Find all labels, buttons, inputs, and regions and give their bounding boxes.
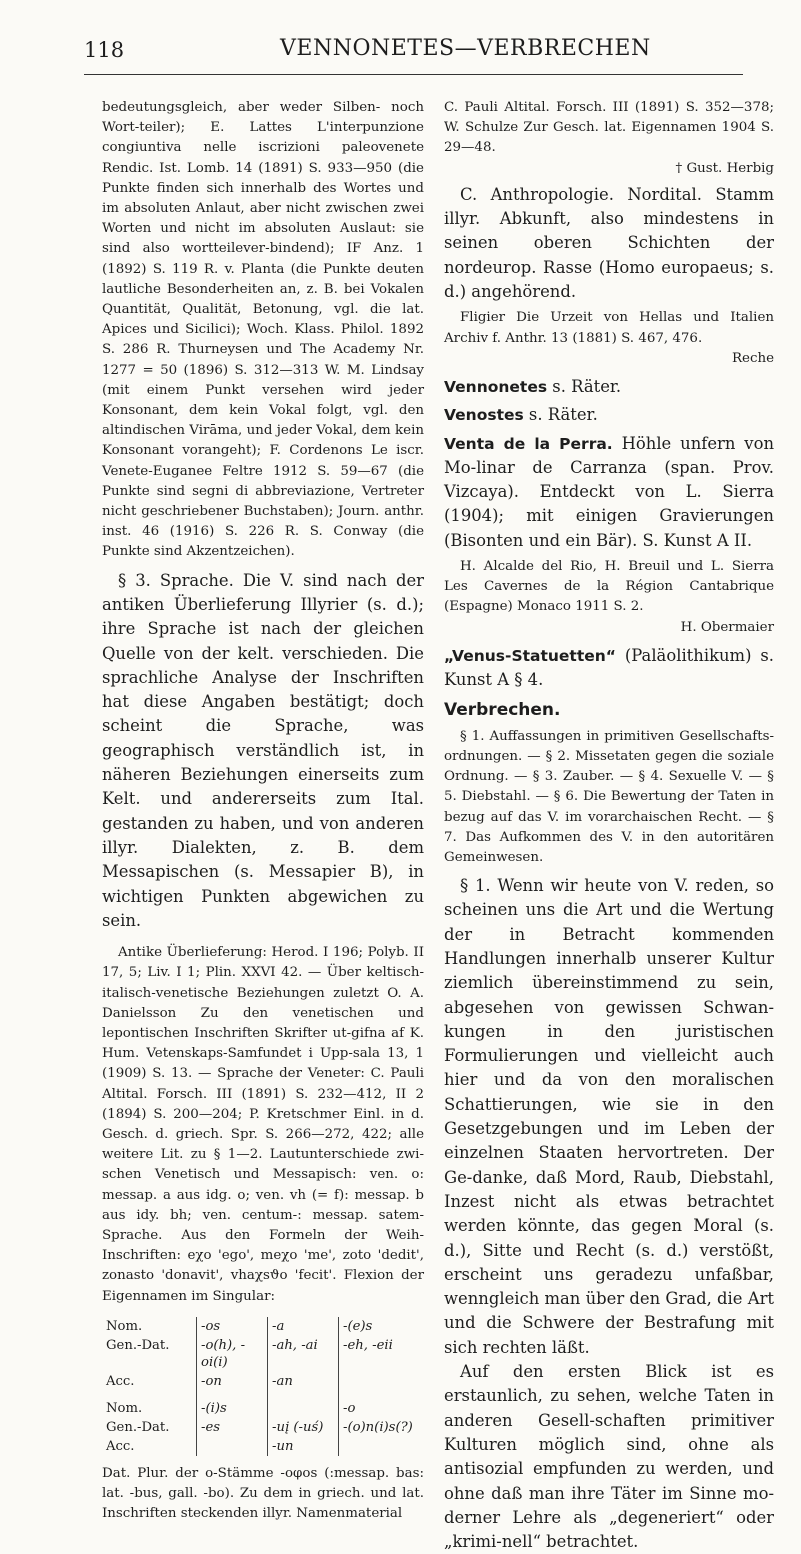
fligier-reference: Fligier Die Urzeit von Hellas und Italien Archiv f. Anthr. 13 (1881) S. 467, 476. [444, 310, 774, 346]
left-column [102, 98, 424, 1524]
dat-plur-paragraph: Dat. Plur. der o-Stämme -oφos (:messap. bas: lat. -bus, gall. -bo). Zu dem in griech. und lat. Inschriften steckenden illyr. Namenmaterial [102, 1465, 424, 1522]
ending-cell [197, 1437, 268, 1456]
right-column [444, 98, 774, 1554]
bibliography-paragraph: bedeutungsgleich, aber weder Silben- noch Wort-teiler); E. Lattes L'interpunzione congiuntiva nelle iscrizioni paleovenete Rendic. Ist. Lomb. 14 (1891) S. 933—950 (die Punkte finden sich innerhalb des Wortes und im absoluten Anlaut, aber nicht zwischen zwei Worten und nicht im absoluten Auslaut: sie sind also wortteilever-bindend); IF Anz. 1 (1892) S. 119 R. v. Planta (die Punkte deuten lautliche Besonderheiten an, z. B. bei Vokalen Quantität, Qualität, Betonung, vgl. die lat. Apices und Sicilici); Woch. Klass. Philol. 1892 S. 286 R. Thurneysen und The Academy Nr. 1277 = 50 (1896) S. 312—313 W. M. Lindsay (mit einem Punkt versehen wird jeder Konsonant, dem kein Vokal folgt, vgl. den altindischen Virāma, und jeder Vokal, dem kein Konsonant vorangeht); F. Cordenons Le iscr. Venete-Euganee Feltre 1912 S. 59—67 (die Punkte sind segni di abbreviazione, Vertreter nicht geschriebener Buchstaben); Journ. anthr. inst. 46 (1916) S. 226 R. S. Conway (die Punkte sind Akzentzeichen). [102, 100, 424, 560]
antike-ueberlieferung: Antike Überlieferung: Herod. I 196; Polyb. II 17, 5; Liv. I 1; Plin. XXVI 42. — Über keltisch-italisch-venetische Beziehungen zuletzt O. A. Danielsson Zu den venetischen und lepontischen Inschriften Skrifter ut-gifna af K. Hum. Vetenskaps-Samfundet i Upp-sala 13, 1 (1909) S. 13. — Sprache der Veneter: C. Pauli Altital. Forsch. III (1891) S. 232—412, II 2 (1894) S. 200—204; P. Kretschmer Einl. in d. Gesch. d. griech. Spr. S. 266—272, 422; alle weitere Lit. zu § 1—2. Lautunterschiede zwi-schen Venetisch und Messapisch: ven. o: messap. a aus idg. o; ven. vh (= f): messap. b aus idy. bh; ven. centum-: messap. satem-Sprache. Aus den Formeln der Weih-Inschriften: eχo 'ego', meχo 'me', zoto 'dedit', zonasto 'donavit', vhaχsϑo 'fecit'. Flexion der Eigennamen im Singular: [102, 945, 424, 1304]
entry-heading: „Venus-Statuetten“ [444, 646, 616, 665]
ending-cell: -eh, -eii [339, 1336, 425, 1372]
entry-venta-de-la-perra: Venta de la Perra. Höhle unfern von Mo-linar de Carranza (span. Prov. Vizcaya). Entdeckt von L. Sierra (1904); mit einigen Gravierungen (Bisonten und ein Bär). S. Kunst A II. [444, 433, 774, 550]
entry-venus-statuetten: „Venus-Statuetten“ (Paläolithikum) s. Kunst A § 4. [444, 645, 774, 690]
pauli-reference: C. Pauli Altital. Forsch. III (1891) S. 352—378; W. Schulze Zur Gesch. lat. Eigennamen 1904 S. 29—48. [444, 100, 774, 156]
anthropologie-paragraph: C. Anthropologie. Nordital. Stamm illyr. Abkunft, also mindestens in seinen oberen Schichten der nordeurop. Rasse (Homo europaeus; s. d.) angehörend. [444, 184, 774, 301]
entry-heading: Verbrechen. [444, 700, 561, 721]
entry-heading: Venta de la Perra. [444, 434, 613, 453]
ending-cell: -o [339, 1399, 425, 1418]
signature-obermaier: H. Obermaier [680, 619, 774, 635]
running-title: VENNONETES—VERBRECHEN [280, 36, 651, 61]
verbrechen-contents: § 1. Auffassungen in primitiven Gesellschafts-ordnungen. — § 2. Missetaten gegen die soziale Ordnung. — § 3. Zauber. — § 4. Sexuelle V. — § 5. Diebstahl. — § 6. Die Bewertung der Taten in bezug auf das V. im vorarchaischen Recht. — § 7. Das Aufkommen des V. in den autoritären Gemeinwesen. [444, 728, 774, 865]
entry-heading: Vennonetes [444, 377, 548, 396]
ending-cell [339, 1437, 425, 1456]
ending-cell: -a [268, 1317, 339, 1336]
verbrechen-section-1-cont: Auf den ersten Blick ist es erstaunlich, zu sehen, welche Taten in anderen Gesell-schaften primitiver Kulturen möglich sind, ohne als antisozial empfunden zu werden, und ohne daß man ihre Täter im Sinne mo-derner Lehre als „degeneriert“ oder „krimi-nell“ betrachtet. [444, 1362, 774, 1552]
ending-cell: -o(h), -oi(i) [197, 1336, 268, 1372]
ending-cell: -on [197, 1372, 268, 1391]
case-label: Acc. [106, 1373, 135, 1389]
case-label: Gen.-Dat. [106, 1337, 170, 1353]
ending-cell [339, 1372, 425, 1391]
ending-cell: -es [197, 1418, 268, 1437]
table-row [102, 1317, 424, 1336]
case-label: Nom. [106, 1318, 143, 1334]
signature-reche: Reche [731, 350, 774, 366]
ending-cell: -uį (-uś) [268, 1418, 339, 1437]
alcalde-reference: H. Alcalde del Rio, H. Breuil und L. Sierra Les Cavernes de la Région Cantabrique (Espagne) Monaco 1911 S. 2. [444, 558, 774, 615]
header-rule [84, 74, 743, 75]
table-row [102, 1336, 424, 1372]
entry-vennonetes: Vennonetes s. Räter. [444, 376, 622, 396]
ending-cell: -(e)s [339, 1317, 425, 1336]
entry-heading: Venostes [444, 406, 524, 425]
table-row [102, 1372, 424, 1391]
entry-verbrechen [444, 698, 774, 722]
ending-cell: -(i)s [197, 1399, 268, 1418]
ending-cell: -os [197, 1317, 268, 1336]
table-row [102, 1399, 424, 1418]
ending-cell [268, 1399, 339, 1418]
signature-herbig: † Gust. Herbig [675, 160, 774, 176]
case-label: Acc. [106, 1438, 135, 1454]
entry-venostes: Venostes s. Räter. [444, 405, 598, 425]
table-row [102, 1437, 424, 1456]
page-number: 118 [84, 38, 125, 62]
ending-cell: -an [268, 1372, 339, 1391]
case-label: Gen.-Dat. [106, 1419, 170, 1435]
case-label: Nom. [106, 1400, 143, 1416]
section-3-sprache: § 3. Sprache. Die V. sind nach der antiken Überlieferung Illyrier (s. d.); ihre Sprache ist nach der gleichen Quelle von der kelt. verschieden. Die sprachliche Analyse der Inschriften hat diese Angaben bestätigt; doch scheint die Sprache, was geographisch verständlich ist, in näheren Beziehungen einerseits zum Kelt. und andererseits zum Ital. gestanden zu haben, und von anderen illyr. Dialekten, z. B. dem Messapischen (s. Messapier B), in wichtigen Punkten abgewichen zu sein. [102, 570, 424, 930]
ending-cell: -un [268, 1437, 339, 1456]
ending-cell: -ah, -ai [268, 1336, 339, 1372]
verbrechen-section-1: § 1. Wenn wir heute von V. reden, so scheinen uns die Art und die Wertung der in Betracht kommenden Handlungen innerhalb unserer Kultur ziemlich übereinstimmend zu sein, abgesehen von gewissen Schwan-kungen in den juristischen Formulierungen und vielleicht auch hier und da von den moralischen Schattierungen, wie sie in den Gesetzgebungen und im Leben der einzelnen Staaten hervortreten. Der Ge-danke, daß Mord, Raub, Diebstahl, Inzest nicht als etwas betrachtet werden könnte, das gegen Moral (s. d.), Sitte und Recht (s. d.) verstößt, erscheint uns geradezu unfaßbar, wenngleich man über den Grad, die Art und die Schwere der Bestrafung mit sich rechten läßt. [444, 876, 774, 1357]
inflection-table [102, 1317, 424, 1456]
table-row [102, 1418, 424, 1437]
ending-cell: -(o)n(i)s(?) [339, 1418, 425, 1437]
